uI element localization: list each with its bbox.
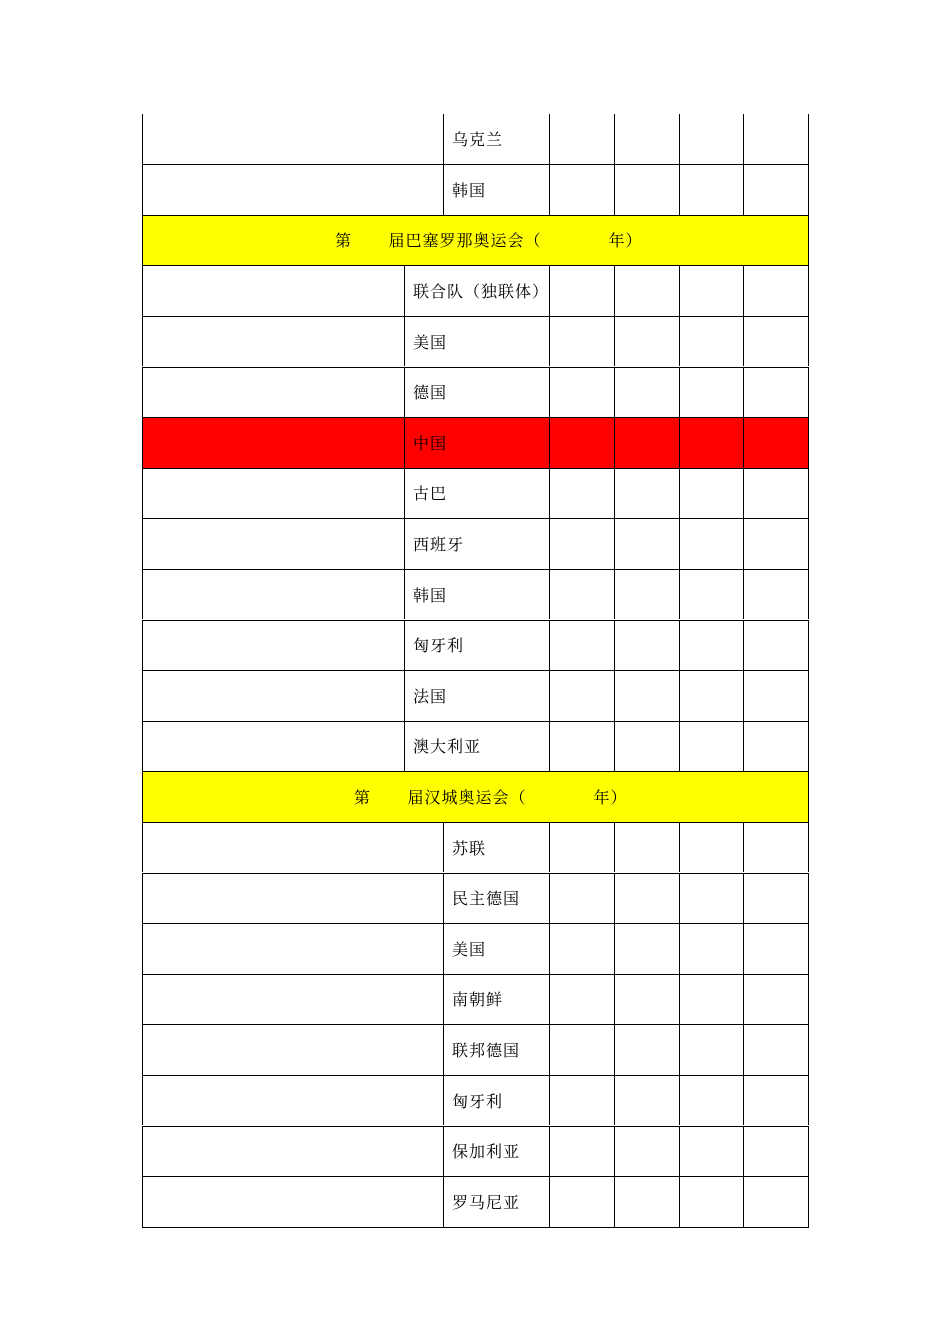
country-cell[interactable]: [404, 417, 549, 468]
table-row-highlighted: [142, 417, 809, 468]
medal-count-cell[interactable]: [743, 721, 809, 772]
medal-count-cell[interactable]: [549, 923, 614, 974]
medal-count-cell[interactable]: [679, 164, 743, 215]
table-row: [142, 822, 809, 873]
country-cell[interactable]: [404, 468, 549, 519]
country-name: 联合队（独联体）: [413, 282, 550, 302]
medal-count-cell[interactable]: [743, 822, 809, 873]
row-divider: [142, 164, 809, 165]
medal-count-cell[interactable]: [614, 1024, 679, 1075]
country-cell[interactable]: [443, 1024, 549, 1075]
row-divider: [142, 518, 809, 519]
medal-count-cell[interactable]: [679, 1126, 743, 1177]
country-name: 美国: [413, 332, 448, 352]
blank-cell[interactable]: [142, 468, 404, 519]
row-divider: [142, 417, 809, 418]
row-divider: [142, 721, 809, 722]
medal-count-cell[interactable]: [614, 367, 679, 418]
medal-count-cell[interactable]: [743, 265, 809, 316]
medal-count-cell[interactable]: [549, 417, 614, 468]
row-divider: [142, 1024, 809, 1025]
table-row: [142, 316, 809, 367]
country-cell[interactable]: [404, 316, 549, 367]
medal-count-cell[interactable]: [614, 974, 679, 1025]
row-divider: [142, 367, 809, 368]
medal-count-cell[interactable]: [549, 873, 614, 924]
medal-count-cell[interactable]: [549, 265, 614, 316]
country-cell[interactable]: [404, 265, 549, 316]
medal-count-cell[interactable]: [549, 620, 614, 671]
medal-count-cell[interactable]: [743, 569, 809, 620]
table-row: [142, 468, 809, 519]
medal-count-cell[interactable]: [743, 1126, 809, 1177]
section-header-text: 第 届巴塞罗那奥运会（ 年）: [335, 231, 643, 251]
country-cell[interactable]: [443, 873, 549, 924]
row-divider: [142, 923, 809, 924]
table-row: [142, 1126, 809, 1177]
medal-count-cell[interactable]: [549, 1176, 614, 1227]
blank-cell[interactable]: [142, 114, 443, 165]
medal-count-cell[interactable]: [679, 1075, 743, 1126]
medal-count-cell[interactable]: [614, 1176, 679, 1227]
medal-count-cell[interactable]: [679, 367, 743, 418]
medal-count-cell[interactable]: [549, 114, 614, 165]
row-divider: [142, 822, 809, 823]
section-header-row: [142, 215, 809, 266]
country-name: 联邦德国: [452, 1041, 521, 1061]
blank-cell[interactable]: [142, 923, 443, 974]
country-cell[interactable]: [443, 822, 549, 873]
medal-count-cell[interactable]: [614, 1126, 679, 1177]
blank-cell[interactable]: [142, 1024, 443, 1075]
medal-count-cell[interactable]: [614, 620, 679, 671]
blank-cell[interactable]: [142, 670, 404, 721]
table-row: [142, 164, 809, 215]
medal-count-cell[interactable]: [549, 1126, 614, 1177]
table-row: [142, 873, 809, 924]
medal-count-cell[interactable]: [549, 822, 614, 873]
medal-count-cell[interactable]: [679, 518, 743, 569]
country-name: 南朝鲜: [452, 990, 504, 1010]
medal-count-cell[interactable]: [743, 873, 809, 924]
blank-cell[interactable]: [142, 265, 404, 316]
medal-count-cell[interactable]: [549, 316, 614, 367]
row-divider: [142, 265, 809, 266]
country-name: 中国: [413, 433, 448, 453]
medal-count-cell[interactable]: [549, 468, 614, 519]
country-cell[interactable]: [443, 1075, 549, 1126]
country-cell[interactable]: [404, 721, 549, 772]
medal-count-cell[interactable]: [743, 114, 809, 165]
medal-count-cell[interactable]: [549, 518, 614, 569]
country-name: 法国: [413, 686, 448, 706]
medal-count-cell[interactable]: [614, 569, 679, 620]
country-name: 古巴: [413, 484, 448, 504]
table-row: [142, 721, 809, 772]
medal-count-cell[interactable]: [679, 316, 743, 367]
blank-cell[interactable]: [142, 367, 404, 418]
medal-count-cell[interactable]: [743, 620, 809, 671]
country-cell[interactable]: [443, 974, 549, 1025]
medal-count-cell[interactable]: [549, 367, 614, 418]
medal-count-cell[interactable]: [743, 518, 809, 569]
row-divider: [142, 1176, 809, 1177]
blank-cell[interactable]: [142, 1126, 443, 1177]
country-name: 乌克兰: [452, 130, 504, 150]
country-cell[interactable]: [404, 670, 549, 721]
medal-count-cell[interactable]: [549, 569, 614, 620]
row-divider: [142, 1126, 809, 1127]
row-divider: [142, 215, 809, 216]
medal-count-cell[interactable]: [743, 974, 809, 1025]
medal-count-cell[interactable]: [614, 417, 679, 468]
country-name: 匈牙利: [452, 1091, 504, 1111]
country-name: 美国: [452, 939, 487, 959]
medal-count-cell[interactable]: [679, 417, 743, 468]
medal-count-cell[interactable]: [679, 569, 743, 620]
medal-count-cell[interactable]: [743, 468, 809, 519]
medal-count-cell[interactable]: [614, 518, 679, 569]
row-divider: [142, 569, 809, 570]
blank-cell[interactable]: [142, 417, 404, 468]
table-row: [142, 1075, 809, 1126]
country-cell[interactable]: [443, 164, 549, 215]
medal-count-cell[interactable]: [614, 822, 679, 873]
medal-count-cell[interactable]: [743, 316, 809, 367]
medal-count-cell[interactable]: [743, 1176, 809, 1227]
country-name: 德国: [413, 383, 448, 403]
medal-count-cell[interactable]: [743, 923, 809, 974]
country-cell[interactable]: [404, 620, 549, 671]
blank-cell[interactable]: [142, 316, 404, 367]
country-cell[interactable]: [404, 367, 549, 418]
country-name: 西班牙: [413, 535, 465, 555]
medal-count-cell[interactable]: [614, 114, 679, 165]
country-name: 民主德国: [452, 889, 521, 909]
row-divider: [142, 1227, 809, 1228]
medal-count-cell[interactable]: [549, 670, 614, 721]
medal-count-cell[interactable]: [679, 670, 743, 721]
section-header-text: 第 届汉城奥运会（ 年）: [354, 788, 628, 808]
medal-count-cell[interactable]: [743, 367, 809, 418]
medal-count-cell[interactable]: [679, 620, 743, 671]
medal-count-cell[interactable]: [549, 721, 614, 772]
row-divider: [142, 620, 809, 621]
medal-count-cell[interactable]: [614, 265, 679, 316]
medal-count-cell[interactable]: [614, 316, 679, 367]
medal-count-cell[interactable]: [614, 164, 679, 215]
table-row: [142, 923, 809, 974]
table-row: [142, 367, 809, 418]
blank-cell[interactable]: [142, 620, 404, 671]
country-name: 韩国: [452, 180, 487, 200]
medal-count-cell[interactable]: [679, 468, 743, 519]
country-name: 罗马尼亚: [452, 1192, 521, 1212]
medal-count-cell[interactable]: [679, 721, 743, 772]
row-divider: [142, 670, 809, 671]
medal-count-cell[interactable]: [743, 164, 809, 215]
medal-count-cell[interactable]: [679, 114, 743, 165]
medal-count-cell[interactable]: [679, 265, 743, 316]
medal-count-cell[interactable]: [743, 1075, 809, 1126]
medal-count-cell[interactable]: [679, 1024, 743, 1075]
table-row: [142, 670, 809, 721]
table-row: [142, 974, 809, 1025]
blank-cell[interactable]: [142, 1075, 443, 1126]
country-name: 匈牙利: [413, 636, 465, 656]
country-name: 保加利亚: [452, 1142, 521, 1162]
table-row: [142, 1024, 809, 1075]
medal-count-cell[interactable]: [743, 670, 809, 721]
country-cell[interactable]: [443, 114, 549, 165]
medal-count-cell[interactable]: [614, 1075, 679, 1126]
row-divider: [142, 771, 809, 772]
table-row: [142, 1176, 809, 1227]
country-cell[interactable]: [404, 569, 549, 620]
blank-cell[interactable]: [142, 873, 443, 924]
medal-count-cell[interactable]: [679, 1176, 743, 1227]
country-cell[interactable]: [443, 1176, 549, 1227]
blank-cell[interactable]: [142, 1176, 443, 1227]
medal-count-cell[interactable]: [679, 974, 743, 1025]
row-divider: [142, 873, 809, 874]
medal-count-cell[interactable]: [549, 1024, 614, 1075]
blank-cell[interactable]: [142, 569, 404, 620]
row-divider: [142, 468, 809, 469]
country-cell[interactable]: [443, 923, 549, 974]
medal-count-cell[interactable]: [614, 670, 679, 721]
country-name: 苏联: [452, 838, 487, 858]
medal-count-cell[interactable]: [614, 873, 679, 924]
medal-count-cell[interactable]: [549, 1075, 614, 1126]
table-row: [142, 518, 809, 569]
row-divider: [142, 316, 809, 317]
medal-count-cell[interactable]: [549, 164, 614, 215]
medal-count-cell[interactable]: [614, 721, 679, 772]
country-cell[interactable]: [443, 1126, 549, 1177]
medal-count-cell[interactable]: [743, 1024, 809, 1075]
medal-count-cell[interactable]: [679, 822, 743, 873]
medal-count-cell[interactable]: [679, 923, 743, 974]
table-row: [142, 114, 809, 165]
medal-count-cell[interactable]: [614, 923, 679, 974]
blank-cell[interactable]: [142, 822, 443, 873]
table-row: [142, 265, 809, 316]
table-row: [142, 569, 809, 620]
medal-count-cell[interactable]: [549, 974, 614, 1025]
section-header-row: [142, 771, 809, 822]
country-name: 澳大利亚: [413, 737, 482, 757]
medal-count-cell[interactable]: [614, 468, 679, 519]
blank-cell[interactable]: [142, 518, 404, 569]
row-divider: [142, 974, 809, 975]
table-row: [142, 620, 809, 671]
medal-count-cell[interactable]: [679, 873, 743, 924]
blank-cell[interactable]: [142, 974, 443, 1025]
blank-cell[interactable]: [142, 721, 404, 772]
row-divider: [142, 1075, 809, 1076]
country-name: 韩国: [413, 585, 448, 605]
country-cell[interactable]: [404, 518, 549, 569]
medal-count-cell[interactable]: [743, 417, 809, 468]
blank-cell[interactable]: [142, 164, 443, 215]
